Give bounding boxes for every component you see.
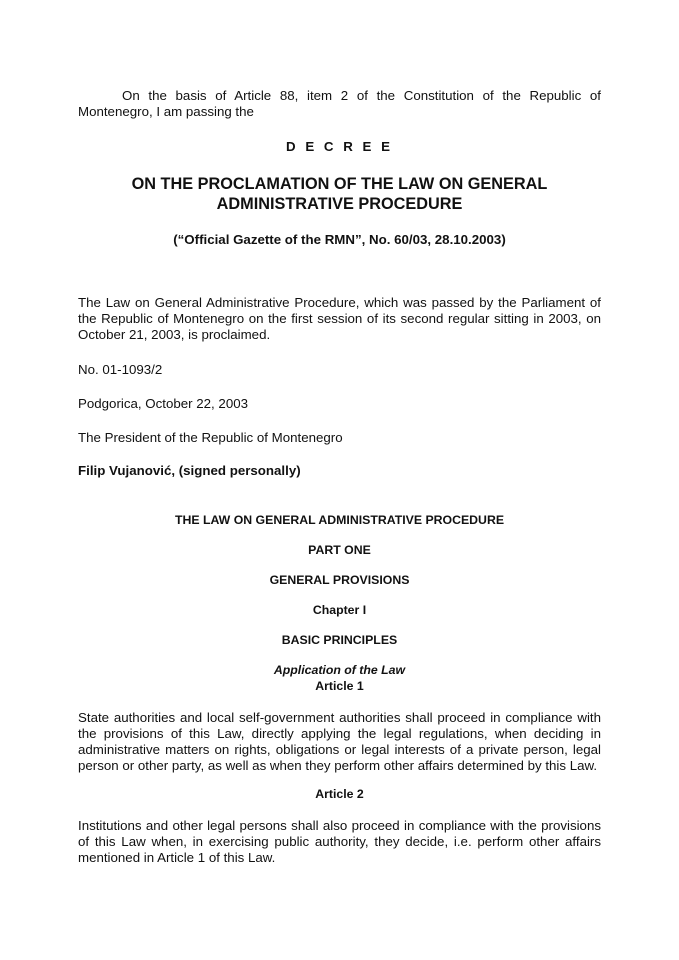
article-1-text: State authorities and local self-government authorities shall proceed in compliance with the provisions of this Law, directly applying the legal regulations, when deciding in administrative matters on rights, obligations or legal interests of a private person, legal person or other party, as well as when they perform other affairs determined by this Law.: [78, 710, 601, 773]
decree-title: D E C R E E: [286, 139, 393, 154]
section-heading: Application of the Law: [273, 663, 406, 677]
part-title: GENERAL PROVISIONS: [269, 573, 410, 587]
gazette-reference: (“Official Gazette of the RMN”, No. 60/03, 28.10.2003): [173, 232, 506, 247]
chapter-title: BASIC PRINCIPLES: [281, 633, 398, 647]
law-title: THE LAW ON GENERAL ADMINISTRATIVE PROCEDURE: [174, 513, 505, 527]
intro-paragraph: On the basis of Article 88, item 2 of the Constitution of the Republic of Montenegro, I am passing the: [78, 88, 601, 119]
place-and-date: Podgorica, October 22, 2003: [78, 396, 249, 411]
article-2-text: Institutions and other legal persons shall also proceed in compliance with the provisions of this Law when, in exercising public authority, they decide, i.e. perform other affairs mentioned in Article 1 of this Law.: [78, 818, 601, 865]
proclamation-title: ON THE PROCLAMATION OF THE LAW ON GENERAL ADMINISTRATIVE PROCEDURE: [131, 175, 548, 213]
article-2-title: Article 2: [315, 787, 364, 801]
document-number: No. 01-1093/2: [78, 362, 163, 377]
president-title: The President of the Republic of Montenegro: [78, 430, 343, 445]
chapter-heading: Chapter I: [312, 603, 367, 617]
signatory: Filip Vujanović, (signed personally): [78, 463, 301, 478]
proclamation-paragraph: The Law on General Administrative Procedure, which was passed by the Parliament of the Republic of Montenegro on the first session of its second regular sitting in 2003, on October 21, 2003, is proclaimed.: [78, 295, 601, 342]
article-1-title: Article 1: [315, 679, 364, 693]
part-heading: PART ONE: [308, 543, 371, 557]
